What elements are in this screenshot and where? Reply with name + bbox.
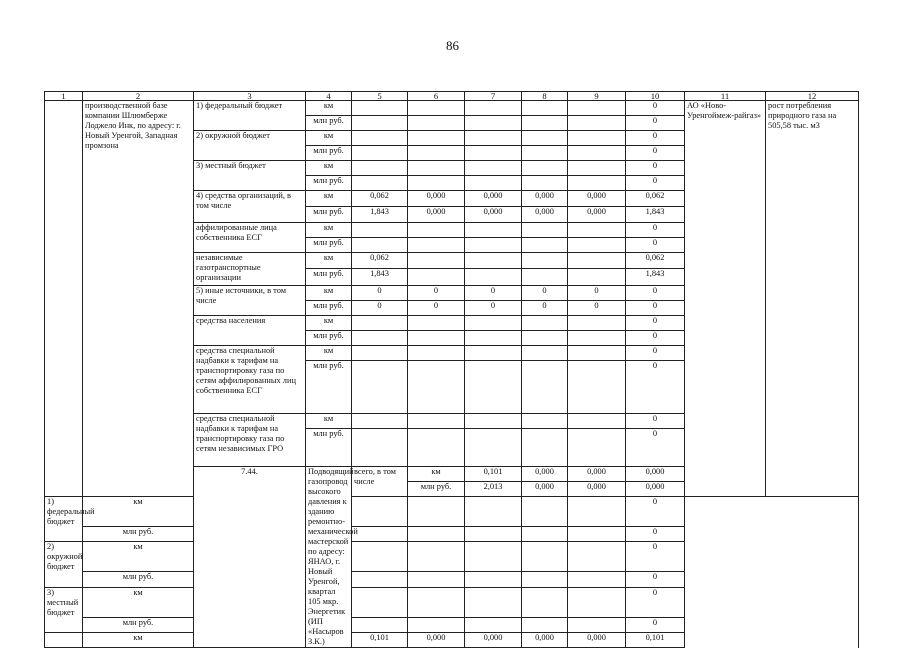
unit-label: км	[306, 161, 352, 176]
value-cell: 1,843	[352, 207, 408, 223]
unit-label: млн руб.	[83, 572, 194, 588]
value-cell: 0	[465, 301, 522, 316]
value-cell: 0	[626, 497, 685, 527]
source-label: средства населения	[194, 316, 306, 346]
value-cell: 0	[626, 286, 685, 301]
value-cell: 0,000	[408, 633, 465, 648]
value-cell: 0	[522, 286, 568, 301]
unit-label: млн руб.	[306, 238, 352, 253]
value-cell: 0,062	[352, 191, 408, 207]
unit-label: км	[306, 223, 352, 238]
table-row	[45, 617, 859, 633]
value-cell: 0,000	[568, 191, 626, 207]
value-cell: 1,843	[626, 207, 685, 223]
value-cell: 0	[626, 414, 685, 429]
value-cell: 0	[626, 238, 685, 253]
value-cell: 0,000	[522, 191, 568, 207]
value-cell: 0	[626, 526, 685, 542]
value-cell: 0	[626, 131, 685, 146]
unit-label: млн руб.	[306, 176, 352, 191]
value-cell: 0	[626, 331, 685, 346]
unit-label: км	[83, 587, 194, 617]
col-header: 9	[568, 92, 626, 101]
value-cell: 0	[626, 587, 685, 617]
source-label: независимые газотранспортные организации	[194, 253, 306, 286]
header-row	[45, 92, 859, 101]
unit-label: млн руб.	[306, 269, 352, 286]
value-cell: 0	[465, 286, 522, 301]
source-label: 1) федеральный бюджет	[194, 101, 306, 131]
unit-label: км	[306, 131, 352, 146]
value-cell: 0,000	[568, 467, 626, 482]
unit-label: км	[306, 286, 352, 301]
investment-program-table	[44, 91, 859, 648]
value-cell: 0,000	[626, 467, 685, 482]
unit-label: млн руб.	[408, 482, 465, 497]
col-header: 11	[685, 92, 766, 101]
value-cell: 1,843	[352, 269, 408, 286]
table-row	[45, 633, 859, 648]
source-label: 2) окружной бюджет	[194, 131, 306, 161]
unit-label: млн руб.	[306, 207, 352, 223]
source-label: аффилированные лица собственника ЕСГ	[194, 223, 306, 253]
value-cell: 0,062	[626, 253, 685, 269]
table-row	[45, 526, 859, 542]
value-cell: 0,000	[522, 467, 568, 482]
unit-label: млн руб.	[83, 617, 194, 633]
source-label: всего, в том числе	[352, 467, 408, 497]
value-cell: 0,000	[522, 482, 568, 497]
col-header: 7	[465, 92, 522, 101]
value-cell: 0	[626, 146, 685, 161]
value-cell: 0,000	[568, 482, 626, 497]
value-cell: 0	[352, 286, 408, 301]
object-name: производственной базе компании Шлюмберже Лоджело Инк, по адресу: г. Новый Уренгой, Западная промзона	[83, 101, 194, 497]
value-cell: 0	[568, 301, 626, 316]
value-cell: 0	[626, 542, 685, 572]
value-cell: 0	[626, 301, 685, 316]
value-cell: 0	[626, 223, 685, 238]
value-cell: 0,101	[626, 633, 685, 648]
value-cell: 0,101	[352, 633, 408, 648]
table-row	[45, 587, 859, 617]
source-label	[45, 633, 83, 648]
table-row	[45, 542, 859, 572]
source-label: 1) федеральный бюджет	[45, 497, 83, 542]
unit-label: млн руб.	[306, 429, 352, 467]
value-cell: 0,000	[465, 207, 522, 223]
table-row	[45, 572, 859, 588]
unit-label: км	[306, 191, 352, 207]
source-label: средства специальной надбавки к тарифам на транспортировку газа по сетям независимых ГРО	[194, 414, 306, 467]
value-cell: 0,000	[522, 207, 568, 223]
organization: АО «Ново-Уренгоймеж-райгаз»	[685, 101, 766, 497]
value-cell: 0	[522, 301, 568, 316]
unit-label: км	[306, 414, 352, 429]
unit-label: км	[83, 497, 194, 527]
value-cell: 0	[626, 316, 685, 331]
unit-label: млн руб.	[306, 116, 352, 131]
value-cell: 0,000	[408, 207, 465, 223]
unit-label: млн руб.	[306, 331, 352, 346]
source-label: средства специальной надбавки к тарифам на транспортировку газа по сетям аффилированных лиц собственника ЕСГ	[194, 346, 306, 414]
source-label: 2) окружной бюджет	[45, 542, 83, 587]
value-cell: 0	[626, 116, 685, 131]
value-cell: 0,000	[408, 191, 465, 207]
table-row	[45, 101, 859, 116]
source-label: 3) местный бюджет	[194, 161, 306, 191]
value-cell: 0,062	[352, 253, 408, 269]
value-cell: 0	[626, 101, 685, 116]
unit-label: км	[306, 316, 352, 331]
unit-label: млн руб.	[306, 301, 352, 316]
item-number: 7.44.	[194, 467, 306, 648]
value-cell: 2,013	[465, 482, 522, 497]
unit-label: млн руб.	[306, 146, 352, 161]
table-row	[45, 497, 859, 527]
value-cell: 0	[626, 346, 685, 361]
value-cell: 0	[568, 286, 626, 301]
value-cell: 0	[626, 176, 685, 191]
unit-label: млн руб.	[306, 361, 352, 414]
value-cell: 0	[626, 617, 685, 633]
value-cell: 0,000	[568, 633, 626, 648]
unit-label: км	[306, 253, 352, 269]
unit-label: км	[306, 101, 352, 116]
value-cell: 0,101	[465, 467, 522, 482]
col-header: 2	[83, 92, 194, 101]
col-header: 8	[522, 92, 568, 101]
value-cell: 0,000	[465, 191, 522, 207]
value-cell: 0	[626, 572, 685, 588]
col-header: 3	[194, 92, 306, 101]
value-cell: 0	[626, 361, 685, 414]
unit-label: км	[83, 633, 194, 648]
unit-label: млн руб.	[83, 526, 194, 542]
value-cell: 0,062	[626, 191, 685, 207]
unit-label: км	[306, 346, 352, 361]
value-cell: 0,000	[465, 633, 522, 648]
col-header: 12	[766, 92, 859, 101]
value-cell: 0	[408, 286, 465, 301]
col-header: 6	[408, 92, 465, 101]
col-header: 10	[626, 92, 685, 101]
value-cell: 0	[626, 429, 685, 467]
col-header: 4	[306, 92, 352, 101]
unit-label: км	[408, 467, 465, 482]
source-label: 4) средства организаций, в том числе	[194, 191, 306, 223]
col-header: 1	[45, 92, 83, 101]
value-cell: 0,000	[626, 482, 685, 497]
value-cell: 0,000	[568, 207, 626, 223]
value-cell: 1,843	[626, 269, 685, 286]
effect: рост потребления природного газа на 505,58 тыс. м3	[766, 101, 859, 497]
page-number: 86	[446, 38, 459, 53]
value-cell: 0	[352, 301, 408, 316]
source-label: 5) иные источники, в том числе	[194, 286, 306, 316]
value-cell: 0	[626, 161, 685, 176]
value-cell: 0	[408, 301, 465, 316]
col-header: 5	[352, 92, 408, 101]
unit-label: км	[83, 542, 194, 572]
object-name: Подводящий газопровод высокого давления к зданию ремонтно-механической мастерской по адресу: ЯНАО, г. Новый Уренгой, квартал 105 мкр. Энергетик (ИП «Насыров З.К.)	[306, 467, 352, 648]
source-label: 3) местный бюджет	[45, 587, 83, 632]
item-number	[45, 101, 83, 497]
value-cell: 0,000	[522, 633, 568, 648]
